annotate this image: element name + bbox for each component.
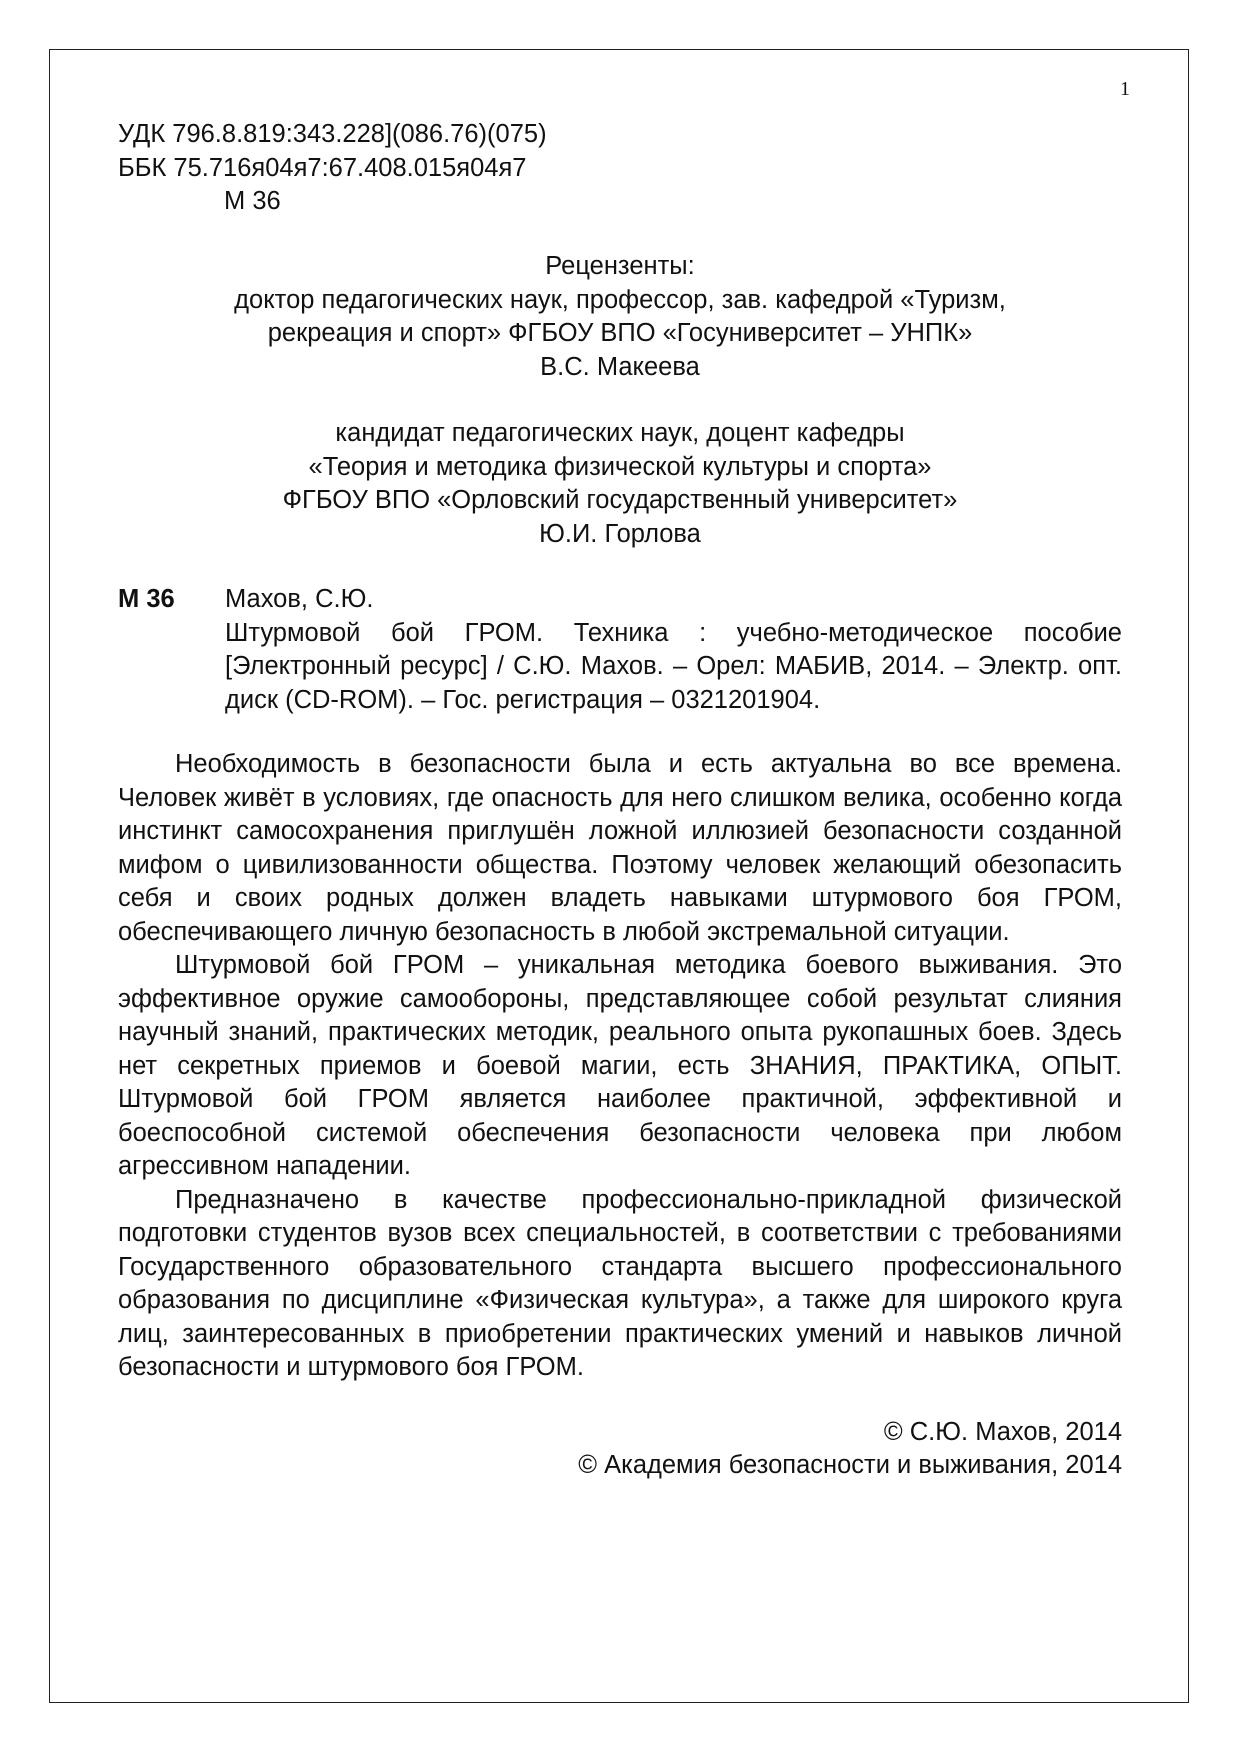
reviewer2-name: Ю.И. Горлова bbox=[539, 519, 701, 548]
classification-codes bbox=[118, 118, 1122, 219]
bib-description: Штурмовой бой ГРОМ. Техника : учебно-методическое пособие [Электронный ресурс] / С.Ю. Махов. – Орел: МАБИВ, 2014. – Электр. опт. диск (CD-ROM). – Гос. регистрация – 0321201904. bbox=[225, 618, 1122, 714]
abstract-paragraph: Необходимость в безопасности была и есть актуальна во все времена. Человек живёт в условиях, где опасность для него слишком велика, особенно когда инстинкт самосохранения приглушён ложной иллюзией безопасности созданной мифом о цивилизованности общества. Поэтому человек желающий обезопасить себя и своих родных должен владеть навыками штурмового боя ГРОМ, обеспечивающего личную безопасность в любой экстремальной ситуации. bbox=[118, 750, 1122, 946]
page-number: 1 bbox=[1120, 78, 1130, 100]
bib-author: Махов, С.Ю. bbox=[225, 585, 374, 613]
reviewer2-line3: ФГБОУ ВПО «Орловский государственный университет» bbox=[282, 486, 958, 514]
reviewer2-block bbox=[118, 417, 1122, 551]
reviewer2-line2: «Теория и методика физической культуры и спорта» bbox=[308, 452, 932, 481]
reviewer1-line1: доктор педагогических наук, профессор, зав. кафедрой «Туризм, bbox=[234, 285, 1006, 314]
reviewer2-line1: кандидат педагогических наук, доцент кафедры bbox=[335, 419, 905, 447]
copyright-author: © С.Ю. Махов, 2014 bbox=[883, 1417, 1122, 1446]
reviewer1-line2: рекреация и спорт» ФГБОУ ВПО «Госуниверситет – УНПК» bbox=[267, 319, 973, 347]
reviewers-block bbox=[118, 250, 1122, 384]
bibliographic-record bbox=[118, 583, 1122, 717]
page-content bbox=[118, 118, 1122, 1483]
udk-code: УДК 796.8.819:343.228](086.76)(075) bbox=[118, 120, 547, 148]
copyright-block bbox=[118, 1416, 1122, 1483]
reviewers-heading: Рецензенты: bbox=[545, 252, 695, 280]
abstract-paragraph: Штурмовой бой ГРОМ – уникальная методика боевого выживания. Это эффективное оружие самообороны, представляющее собой результат слияния научный знаний, практических методик, реального опыта рукопашных боев. Здесь нет секретных приемов и боевой магии, есть ЗНАНИЯ, ПРАКТИКА, ОПЫТ. Штурмовой бой ГРОМ является наиболее практичной, эффективной и боеспособной системой обеспечения безопасности человека при любом агрессивном нападении. bbox=[118, 951, 1122, 1180]
bbk-code: ББК 75.716я04я7:67.408.015я04я7 bbox=[118, 153, 527, 182]
abstract-paragraph: Предназначено в качестве профессионально-прикладной физической подготовки студентов вузов всех специальностей, в соответствии с требованиями Государственного образовательного стандарта высшего профессионального образования по дисциплине «Физическая культура», а также для широкого круга лиц, заинтересованных в приобретении практических умений и навыков личной безопасности и штурмового боя ГРОМ. bbox=[118, 1185, 1122, 1381]
bib-body bbox=[225, 583, 1122, 717]
reviewer1-name: В.С. Макеева bbox=[540, 352, 700, 381]
abstract bbox=[118, 748, 1122, 1385]
copyright-publisher: © Академия безопасности и выживания, 2014 bbox=[578, 1451, 1122, 1479]
bib-label: М 36 bbox=[118, 585, 175, 613]
author-mark: М 36 bbox=[224, 187, 281, 215]
